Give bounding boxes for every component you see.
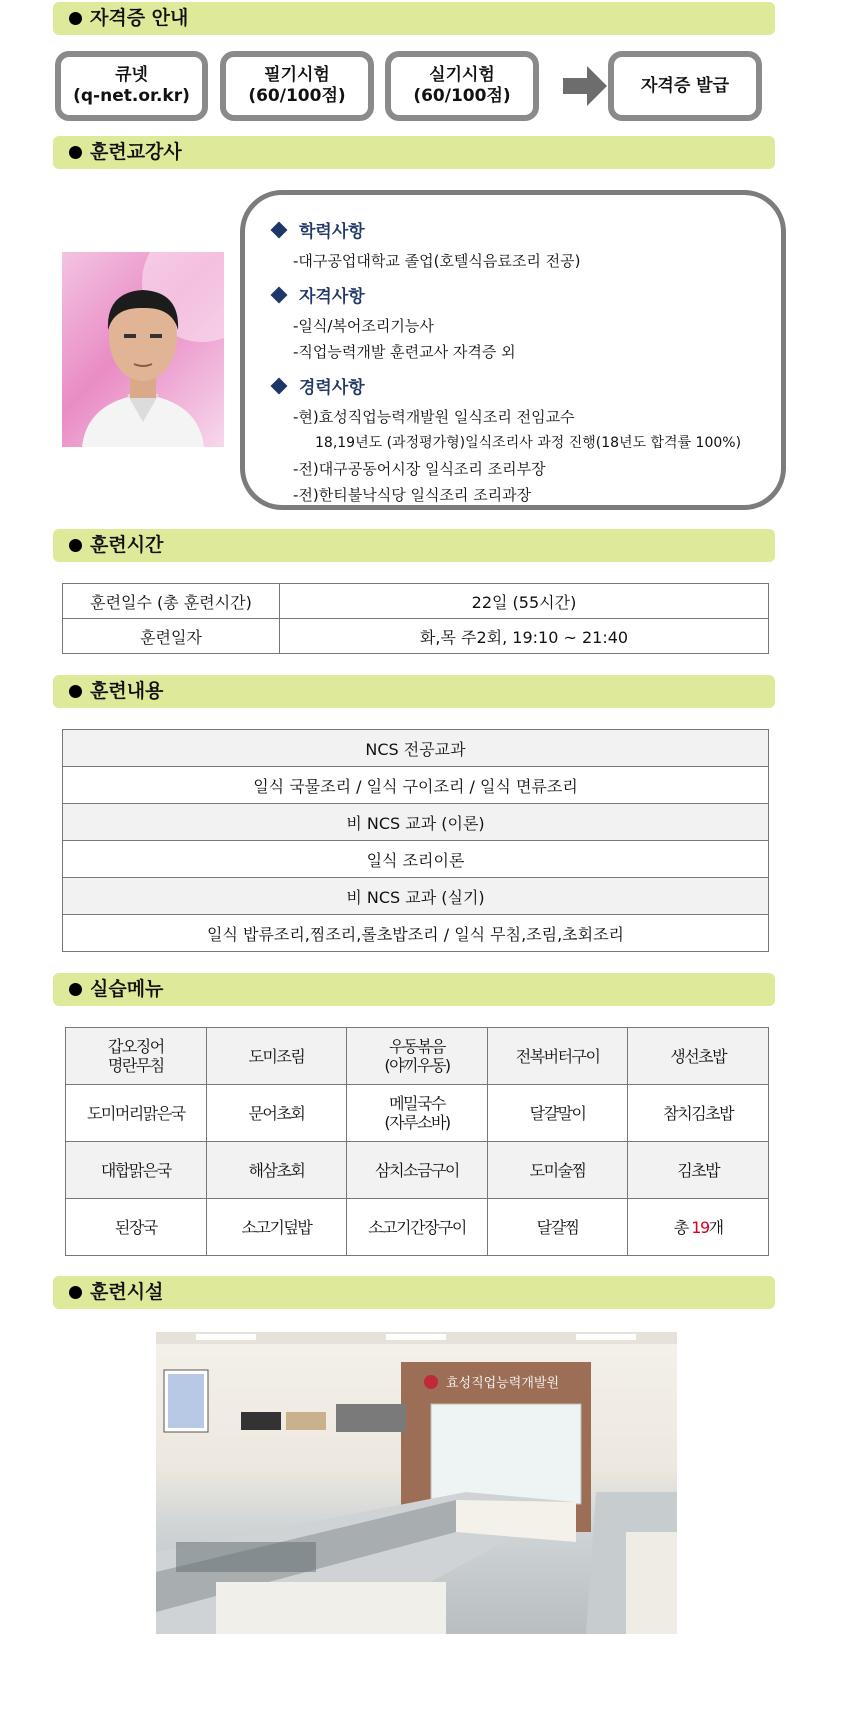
table-row <box>66 1199 769 1256</box>
table-value-cell: 22일 (55시간) <box>280 584 769 619</box>
diamond-bullet-icon <box>271 222 288 239</box>
bullet-icon <box>69 539 82 552</box>
profile-career-item: -현)효성직업능력개발원 일식조리 전임교수 <box>293 408 575 426</box>
arrow-right-icon <box>563 66 607 106</box>
bullet-icon <box>69 1286 82 1299</box>
flow-step-sub: (q-net.or.kr) <box>73 86 190 106</box>
profile-education-item: -대구공업대학교 졸업(호텔식음료조리 전공) <box>293 252 581 270</box>
section-header-content <box>53 675 775 708</box>
profile-career-subitem <box>269 430 781 456</box>
table-row <box>63 584 769 619</box>
flow-step-practical-exam <box>385 51 539 121</box>
menu-total-count: 19 <box>691 1217 709 1237</box>
content-category-cell: 비 NCS 교과 (실기) <box>63 878 769 915</box>
flow-step-sub: (60/100점) <box>248 86 346 106</box>
flow-step-issue <box>608 51 762 121</box>
menu-total-prefix: 총 <box>673 1217 692 1237</box>
table-row <box>63 619 769 654</box>
table-row <box>63 915 769 952</box>
content-category-cell: NCS 전공교과 <box>63 730 769 767</box>
menu-item-cell: 달걀찜 <box>487 1199 628 1256</box>
career-sub-pass-rate: (18년도 합격률 100%) <box>595 435 742 451</box>
flow-step-written-exam <box>220 51 374 121</box>
table-label-cell: 훈련일수 (총 훈련시간) <box>63 584 280 619</box>
content-category-cell: 비 NCS 교과 (이론) <box>63 804 769 841</box>
section-header-certificate <box>53 2 775 35</box>
menu-item-cell: 된장국 <box>66 1199 207 1256</box>
table-row <box>63 841 769 878</box>
flow-step-qnet <box>55 51 208 121</box>
table-row <box>66 1085 769 1142</box>
menu-item-cell: 우동볶음 (야끼우동) <box>347 1028 488 1085</box>
bullet-icon <box>69 146 82 159</box>
section-title: 훈련교강사 <box>90 141 182 163</box>
profile-career-item: -전)한티불낙식당 일식조리 조리과장 <box>293 486 532 504</box>
menu-item-cell: 참치김초밥 <box>628 1085 769 1142</box>
profile-education-heading <box>269 217 781 242</box>
table-row <box>66 1142 769 1199</box>
table-row <box>63 767 769 804</box>
content-detail-cell: 일식 밥류조리,찜조리,롤초밥조리 / 일식 무침,조림,초회조리 <box>63 915 769 952</box>
menu-item-cell: 갑오징어 명란무침 <box>66 1028 207 1085</box>
menu-item-cell: 메밀국수 (자루소바) <box>347 1085 488 1142</box>
bullet-icon <box>69 685 82 698</box>
section-header-facility <box>53 1276 775 1309</box>
menu-item-cell: 삼치소금구이 <box>347 1142 488 1199</box>
menu-item-cell: 도미술찜 <box>487 1142 628 1199</box>
facility-photo <box>156 1332 677 1634</box>
menu-total-cell <box>628 1199 769 1256</box>
heading-text: 경력사항 <box>299 378 365 398</box>
table-row <box>63 730 769 767</box>
bullet-icon <box>69 983 82 996</box>
menu-item-cell: 김초밥 <box>628 1142 769 1199</box>
section-title: 자격증 안내 <box>90 7 189 29</box>
menu-item-cell: 해삼초회 <box>206 1142 347 1199</box>
table-value-cell: 화,목 주2회, 19:10 ~ 21:40 <box>280 619 769 654</box>
profile-career-item: -전)대구공동어시장 일식조리 조리부장 <box>293 460 546 478</box>
diamond-bullet-icon <box>271 287 288 304</box>
section-title: 훈련내용 <box>90 680 164 702</box>
section-header-time <box>53 529 775 562</box>
table-row <box>66 1028 769 1085</box>
profile-license-heading <box>269 282 781 307</box>
section-header-menu <box>53 973 775 1006</box>
practice-menu-table <box>65 1027 769 1256</box>
diamond-bullet-icon <box>271 378 288 395</box>
flow-step-title: 큐넷 <box>115 65 148 85</box>
menu-item-cell: 생선초밥 <box>628 1028 769 1085</box>
bullet-icon <box>69 12 82 25</box>
training-time-table <box>62 583 769 654</box>
menu-item-cell: 도미머리맑은국 <box>66 1085 207 1142</box>
menu-item-cell: 전복버터구이 <box>487 1028 628 1085</box>
section-title: 훈련시설 <box>90 1281 164 1303</box>
content-detail-cell: 일식 국물조리 / 일식 구이조리 / 일식 면류조리 <box>63 767 769 804</box>
profile-license-item: -직업능력개발 훈련교사 자격증 외 <box>293 343 516 361</box>
flow-step-title: 자격증 발급 <box>640 75 730 96</box>
content-detail-cell: 일식 조리이론 <box>63 841 769 878</box>
menu-total-suffix: 개 <box>708 1217 723 1237</box>
heading-text: 자격사항 <box>299 287 365 307</box>
instructor-photo <box>62 252 224 447</box>
career-sub-text: 18,19년도 (과정평가형)일식조리사 과정 진행 <box>315 435 596 451</box>
menu-item-cell: 도미조림 <box>206 1028 347 1085</box>
menu-item-cell: 대합맑은국 <box>66 1142 207 1199</box>
profile-career-heading <box>269 373 781 398</box>
menu-item-cell: 달걀말이 <box>487 1085 628 1142</box>
flow-step-title: 실기시험 <box>429 65 495 85</box>
menu-item-cell: 소고기덮밥 <box>206 1199 347 1256</box>
section-title: 훈련시간 <box>90 534 164 556</box>
instructor-profile-card <box>240 190 786 510</box>
section-header-instructor <box>53 136 775 169</box>
heading-text: 학력사항 <box>299 222 365 242</box>
facility-sign: 효성직업능력개발원 <box>446 1376 560 1391</box>
menu-item-cell: 소고기간장구이 <box>347 1199 488 1256</box>
table-row <box>63 804 769 841</box>
profile-license-item: -일식/복어조리기능사 <box>293 317 434 335</box>
menu-item-cell: 문어초회 <box>206 1085 347 1142</box>
table-row <box>63 878 769 915</box>
section-title: 실습메뉴 <box>90 978 164 1000</box>
flow-step-title: 필기시험 <box>264 65 330 85</box>
table-label-cell: 훈련일자 <box>63 619 280 654</box>
flow-step-sub: (60/100점) <box>413 86 511 106</box>
training-content-table <box>62 729 769 952</box>
